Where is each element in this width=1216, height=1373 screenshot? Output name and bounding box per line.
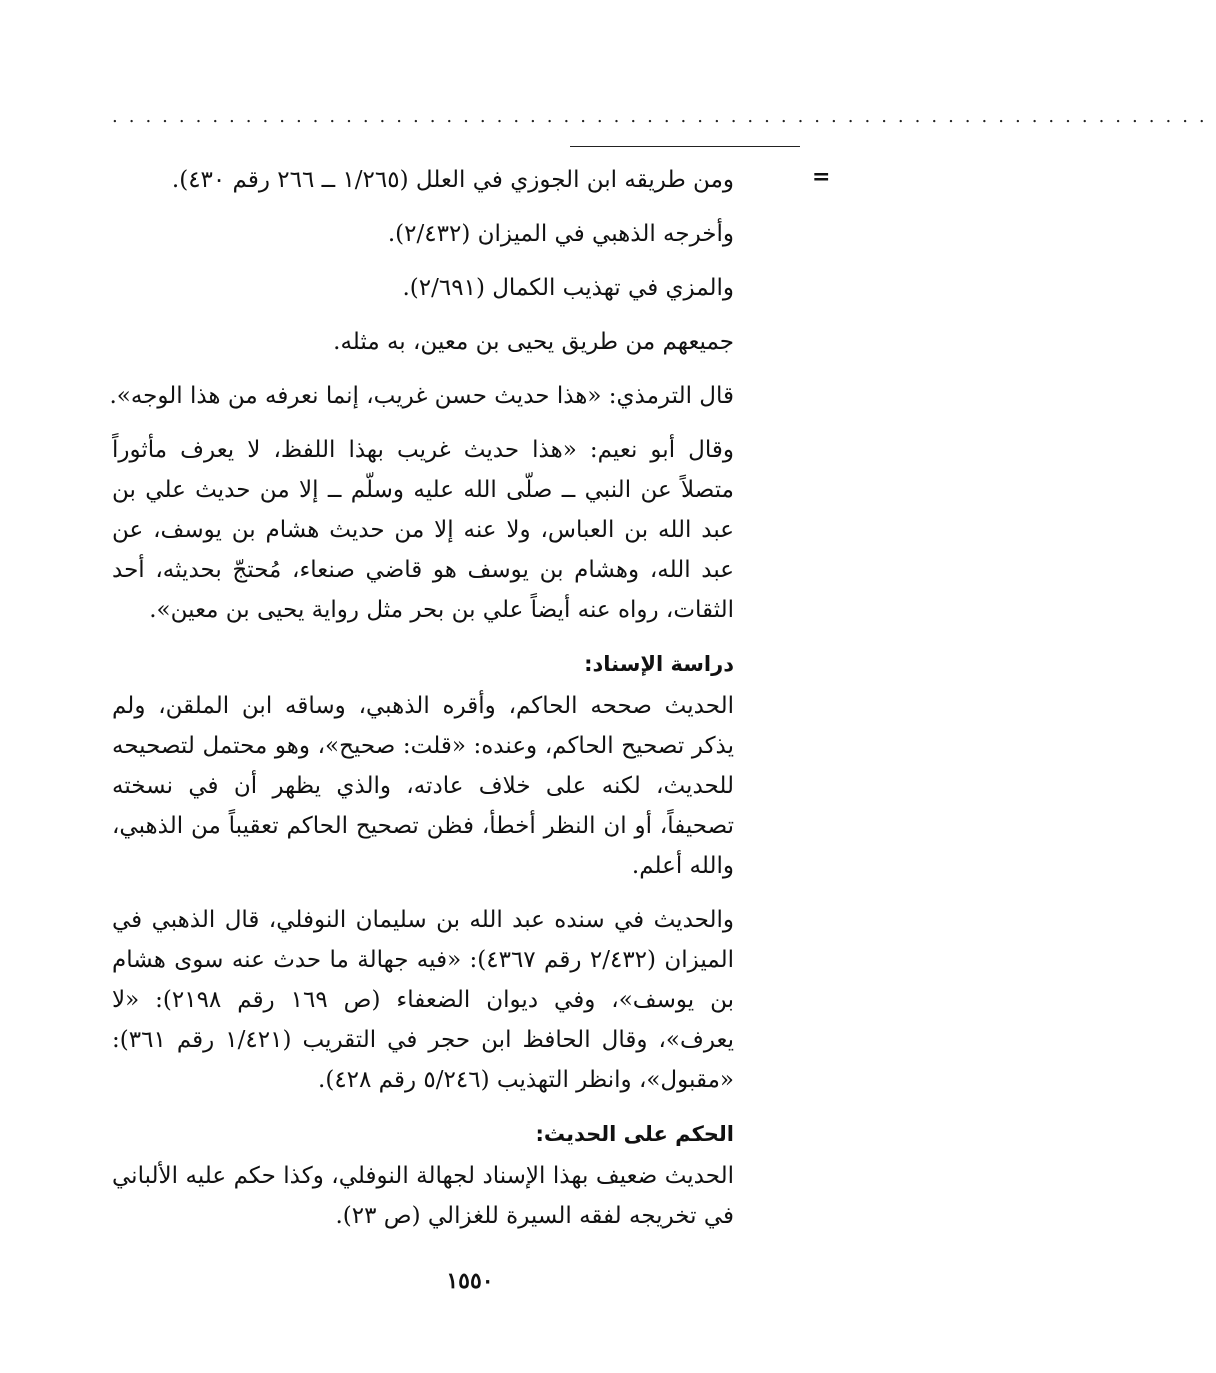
- page-content: [109, 160, 735, 1250]
- body-paragraph: والحديث في سنده عبد الله بن سليمان النوفلي، قال الذهبي في الميزان (٢/٤٣٢ رقم ٤٣٦٧): «فيه جهالة ما حدث عنه سوى هشام بن يوسف»، وفي ديوان الضعفاء (ص ١٦٩ رقم ٢١٩٨): «لا يعرف»، وقال الحافظ ابن حجر في التقريب (١/٤٢١ رقم ٣٦١): «مقبول»، وانظر التهذيب (٥/٢٤٦ رقم ٤٢٨).: [112, 907, 735, 1093]
- footnote-paragraph: وقال أبو نعيم: «هذا حديث غريب بهذا اللفظ، لا يعرف مأثوراً متصلاً عن النبي ــ صلّى الله عليه وسلّم ــ إلا من حديث علي بن عبد الله بن العباس، ولا عنه إلا من حديث هشام بن يوسف، عن عبد الله، وهشام بن يوسف هو قاضي صنعاء، مُحتجّ بحديثه، أحد الثقات، رواه عنه أيضاً علي بن بحر مثل رواية يحيى بن معين».: [112, 437, 734, 623]
- section-heading-isnad: دراسة الإسناد:: [584, 652, 734, 676]
- section-heading-ruling: الحكم على الحديث:: [535, 1122, 734, 1146]
- footnote-line: وأخرجه الذهبي في الميزان (٢/٤٣٢).: [387, 221, 734, 247]
- body-paragraph: الحديث صححه الحاكم، وأقره الذهبي، وساقه ابن الملقن، ولم يذكر تصحيح الحاكم، وعنده: «قلت: صحيح»، وهو محتمل لتصحيحه للحديث، لكنه على خلاف عادته، والذي يظهر أن في نسخته تصحيفاً، أو ان النظر أخطأ، فظن تصحيح الحاكم تعقيباً من الذهبي، والله أعلم.: [112, 693, 734, 879]
- dotted-separator: ..................................................................: [112, 106, 1216, 127]
- page-number: ١٥٥٠: [446, 1268, 494, 1294]
- body-paragraph: الحديث ضعيف بهذا الإسناد لجهالة النوفلي، وكذا حكم عليه الألباني في تخريجه لفقه السيرة للغزالي (ص ٢٣).: [112, 1163, 734, 1229]
- footnote-line: والمزي في تهذيب الكمال (٢/٦٩١).: [402, 275, 734, 301]
- footnote-line: قال الترمذي: «هذا حديث حسن غريب، إنما نعرفه من هذا الوجه».: [109, 383, 734, 409]
- footnote-rule: [570, 146, 800, 147]
- continuation-mark: =: [812, 164, 831, 190]
- footnote-line: ومن طريقه ابن الجوزي في العلل (١/٢٦٥ ــ ٢٦٦ رقم ٤٣٠).: [171, 167, 734, 193]
- footnote-line: جميعهم من طريق يحيى بن معين، به مثله.: [333, 329, 734, 355]
